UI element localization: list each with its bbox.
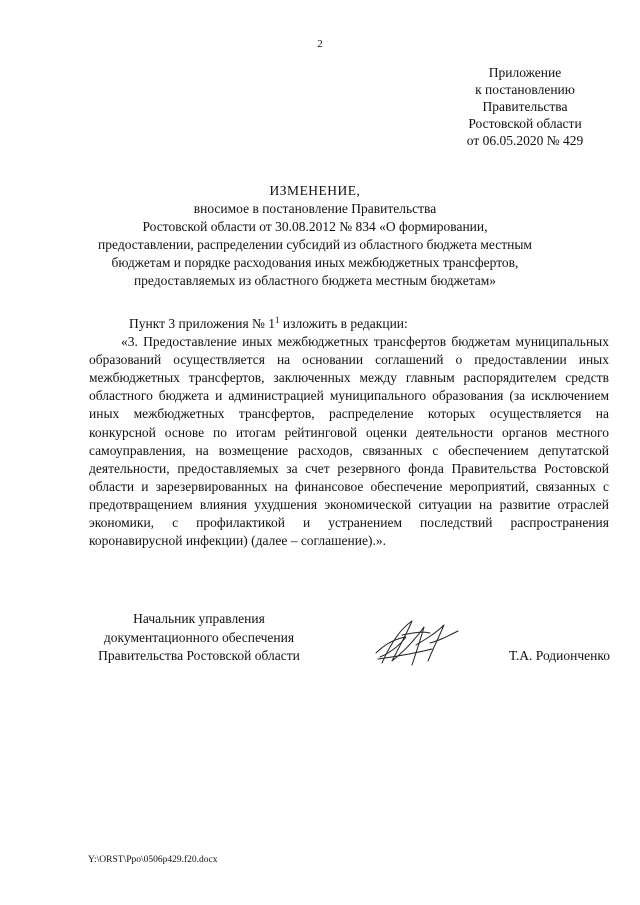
document-title (90, 182, 540, 290)
appendix-line: Приложение (488, 65, 562, 80)
document-body (89, 315, 609, 550)
lead-superscript: 1 (275, 315, 280, 325)
body-paragraph: «3. Предоставление иных межбюджетных трансфертов бюджетам муниципальных образований осуществляется на основании соглашений о предоставлении иных межбюджетных трансфертов, заключенных между главным распорядителем средств областного бюджета и администрацией муниципального образования (за исключением иных межбюджетных трансфертов, распределение которых осуществляется на конкурсной основе по итогам рейтинговой оценки деятельности органов местного самоуправления, на возмещение расходов, связанных с обеспечением депутатской деятельности, предоставляемых за счет резервного фонда Правительства Ростовской области и зарезервированных на финансовое обеспечение мероприятий, связанных с предотвращением влияния ухудшения экономической ситуации на развитие отраслей экономики, с профилактикой и устранением последствий распространения коронавирусной инфекции) (далее – соглашение).». (89, 334, 609, 549)
title-heading: ИЗМЕНЕНИЕ, (269, 183, 361, 198)
position-line: Начальник управления (133, 611, 265, 626)
title-line: предоставлении, распределении субсидий из областного бюджета местным (98, 237, 532, 252)
title-line: предоставляемых из областного бюджета местным бюджетам» (133, 273, 497, 288)
title-line: бюджетам и порядке расходования иных межбюджетных трансфертов, (111, 255, 519, 270)
lead-suffix: изложить в редакции: (279, 316, 408, 331)
signatory-name: Т.А. Родионченко (509, 648, 610, 663)
handwritten-signature (372, 615, 467, 670)
page-number: 2 (317, 38, 323, 50)
lead-prefix: Пункт 3 приложения № 1 (129, 316, 276, 331)
appendix-line: к постановлению (475, 82, 575, 97)
appendix-block (440, 64, 610, 149)
appendix-date-line: от 06.05.2020 № 429 (466, 133, 584, 148)
signatory-position (89, 610, 309, 666)
title-line: вносимое в постановление Правительства (193, 201, 437, 216)
position-line: Правительства Ростовской области (98, 648, 300, 663)
body-lead-line (89, 315, 609, 333)
appendix-line: Правительства (482, 99, 568, 114)
title-line: Ростовской области от 30.08.2012 № 834 «О формировании, (142, 219, 488, 234)
position-line: документационного обеспечения (103, 629, 295, 645)
file-path: Y:\ORST\Ppo\0506p429.f20.docx (88, 855, 218, 865)
appendix-line: Ростовской области (468, 116, 582, 131)
